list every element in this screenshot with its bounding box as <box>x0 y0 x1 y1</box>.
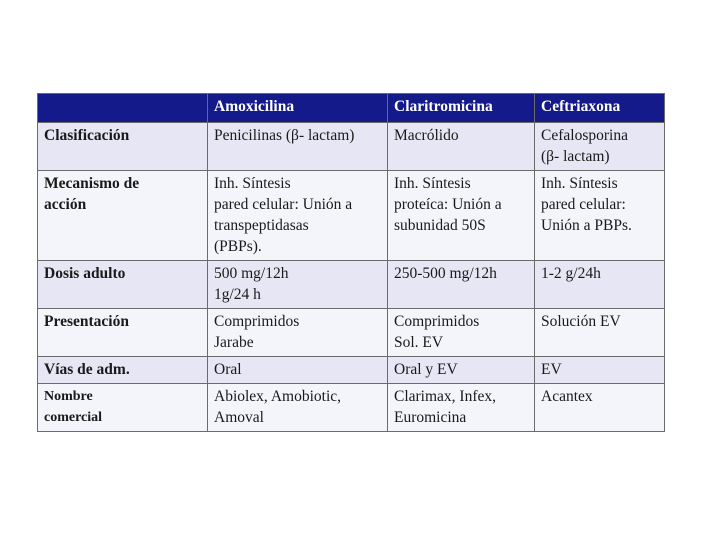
row-label-mecanismo: Mecanismo de acción <box>38 171 208 261</box>
cell-amoxicilina-mecanismo: Inh. Síntesis pared celular: Unión a transpeptidasas (PBPs). <box>208 171 388 261</box>
cell-ceftriaxona-presentacion: Solución EV <box>535 309 665 357</box>
table-row-dosis <box>38 261 665 309</box>
row-label-dosis: Dosis adulto <box>38 261 208 309</box>
row-label-nombre-comercial: Nombre comercial <box>38 384 208 432</box>
cell-ceftriaxona-clasificacion: Cefalosporina (β- lactam) <box>535 123 665 171</box>
cell-ceftriaxona-dosis: 1-2 g/24h <box>535 261 665 309</box>
cell-claritromicina-dosis: 250-500 mg/12h <box>388 261 535 309</box>
header-row <box>38 94 665 123</box>
cell-amoxicilina-presentacion: Comprimidos Jarabe <box>208 309 388 357</box>
cell-amoxicilina-dosis: 500 mg/12h 1g/24 h <box>208 261 388 309</box>
drug-comparison-table <box>37 93 665 432</box>
table-row-clasificacion <box>38 123 665 171</box>
cell-amoxicilina-clasificacion: Penicilinas (β- lactam) <box>208 123 388 171</box>
cell-amoxicilina-nombre: Abiolex, Amobiotic, Amoval <box>208 384 388 432</box>
cell-claritromicina-vias: Oral y EV <box>388 357 535 384</box>
row-label-clasificacion: Clasificación <box>38 123 208 171</box>
cell-amoxicilina-vias: Oral <box>208 357 388 384</box>
table-row-mecanismo <box>38 171 665 261</box>
cell-claritromicina-clasificacion: Macrólido <box>388 123 535 171</box>
cell-claritromicina-presentacion: Comprimidos Sol. EV <box>388 309 535 357</box>
header-amoxicilina: Amoxicilina <box>208 94 388 123</box>
table-row-presentacion <box>38 309 665 357</box>
cell-ceftriaxona-mecanismo: Inh. Síntesis pared celular: Unión a PBPs. <box>535 171 665 261</box>
row-label-presentacion: Presentación <box>38 309 208 357</box>
header-claritromicina: Claritromicina <box>388 94 535 123</box>
cell-ceftriaxona-nombre: Acantex <box>535 384 665 432</box>
row-label-vias: Vías de adm. <box>38 357 208 384</box>
table-row-vias <box>38 357 665 384</box>
header-ceftriaxona: Ceftriaxona <box>535 94 665 123</box>
cell-ceftriaxona-vias: EV <box>535 357 665 384</box>
header-corner-cell <box>38 94 208 123</box>
table-row-nombre-comercial <box>38 384 665 432</box>
cell-claritromicina-nombre: Clarimax, Infex, Euromicina <box>388 384 535 432</box>
cell-claritromicina-mecanismo: Inh. Síntesis proteíca: Unión a subunidad 50S <box>388 171 535 261</box>
